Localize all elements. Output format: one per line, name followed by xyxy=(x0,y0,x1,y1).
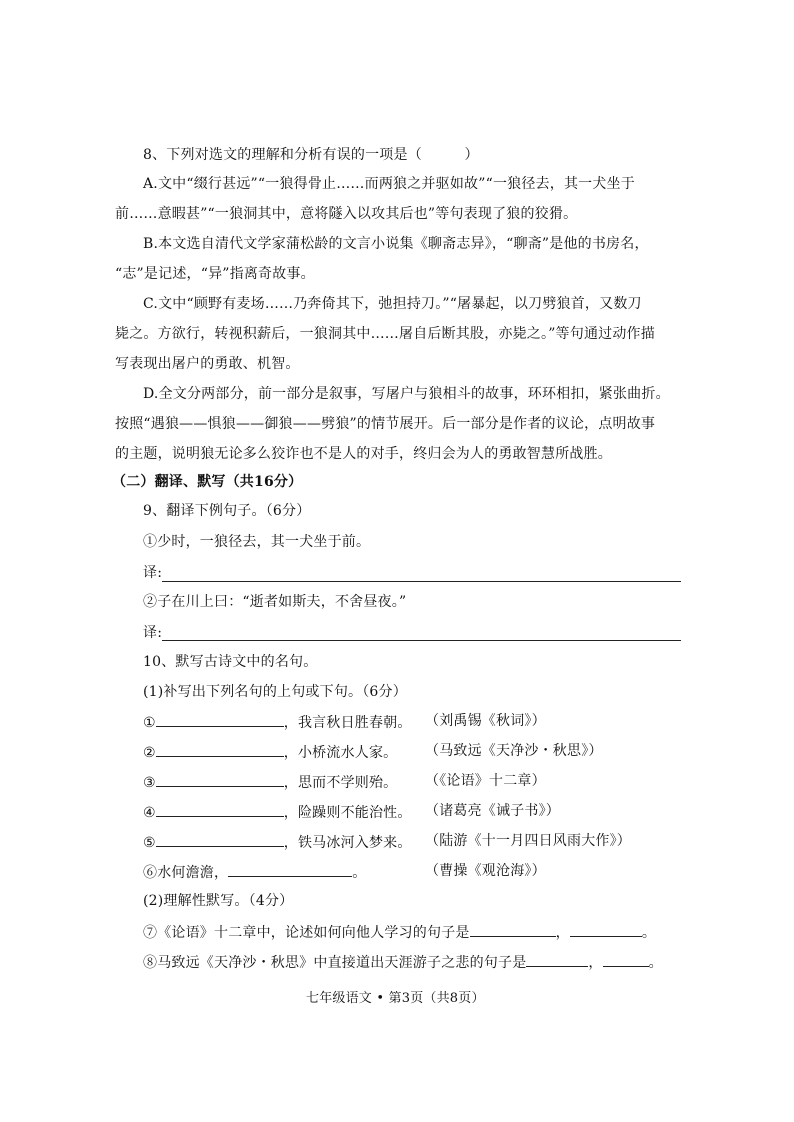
q10-item-5 xyxy=(143,831,412,853)
q9-answer-line-1[interactable] xyxy=(162,581,681,582)
q10-item-7 xyxy=(143,921,656,943)
fill-blank[interactable] xyxy=(603,951,649,967)
q8-stem: 8、下列对选文的理解和分析有误的一项是（ ） xyxy=(143,147,479,163)
q9-sentence-2: ②子在川上曰：“逝者如斯夫，不舍昼夜。” xyxy=(143,594,407,610)
item-text: ，思而不学则殆。 xyxy=(283,775,398,791)
fill-blank[interactable] xyxy=(526,951,588,967)
q10-item-6-source: （曹操《观沧海》） xyxy=(425,863,546,879)
fill-blank[interactable] xyxy=(228,861,352,877)
q8-option-a-line1: A.文中“缀行甚远”“一狼得骨止……而两狼之并驱如故”“一狼径去，其一犬坐于 xyxy=(143,176,635,192)
q8-option-b-line2: “志”是记述，“异”指离奇故事。 xyxy=(115,266,315,282)
page-footer: 七年级语文 • 第3页（共8页） xyxy=(306,991,485,1006)
q10-stem: 10、默写古诗文中的名句。 xyxy=(143,654,318,670)
item-number: ③ xyxy=(143,775,156,791)
q10-item-5-source: （陆游《十一月四日风雨大作》） xyxy=(425,833,631,849)
q10-item-2-source: （马致远《天净沙・秋思》） xyxy=(425,743,603,759)
q10-item-1-source: （刘禹锡《秋词》） xyxy=(425,713,546,729)
q8-option-c-line3: 写表现出屠户的勇敢、机智。 xyxy=(115,356,300,372)
item-comma: ， xyxy=(555,925,570,941)
item-text: ，小桥流水人家。 xyxy=(283,745,398,761)
fill-blank[interactable] xyxy=(156,801,284,817)
fill-blank[interactable] xyxy=(570,921,642,937)
q8-option-d-line2: 按照“遇狼——惧狼——御狼——劈狼”的情节展开。后一部分是作者的议论，点明故事 xyxy=(115,416,656,432)
q10-item-2 xyxy=(143,741,397,763)
item-number: ② xyxy=(143,745,156,761)
item-end: 。 xyxy=(648,955,663,971)
q9-answer-label-1: 译: xyxy=(143,565,163,581)
item-text: ，我言秋日胜春朝。 xyxy=(283,715,412,731)
item-text: ，铁马冰河入梦来。 xyxy=(283,835,412,851)
q10-item-1 xyxy=(143,711,412,733)
q10-item-6 xyxy=(143,861,366,883)
item-text: ，险躁则不能治性。 xyxy=(283,805,412,821)
fill-blank[interactable] xyxy=(156,711,284,727)
item-end: 。 xyxy=(352,865,367,881)
q8-option-c-line1: C.文中“顾野有麦场……乃奔倚其下，弛担持刀。”“屠暴起，以刀劈狼首，又数刀 xyxy=(143,296,642,312)
q9-stem: 9、翻译下例句子。（6分） xyxy=(143,503,311,519)
q8-option-d-line3: 的主题，说明狼无论多么狡诈也不是人的对手，终归会为人的勇敢智慧所战胜。 xyxy=(115,446,612,462)
q10-part1-title: (1)补写出下列名句的上句或下句。（6分） xyxy=(143,684,407,700)
q10-item-4 xyxy=(143,801,412,823)
q9-sentence-1: ①少时，一狼径去，其一犬坐于前。 xyxy=(143,534,371,550)
section2-title: （二）翻译、默写（共16分） xyxy=(112,474,303,490)
q9-answer-label-2: 译: xyxy=(143,625,163,641)
q10-item-8 xyxy=(143,951,663,973)
q9-answer-line-2[interactable] xyxy=(162,640,681,641)
item-text: ⑧马致远《天净沙・秋思》中直接道出天涯游子之悲的句子是 xyxy=(143,955,527,971)
item-comma: ， xyxy=(588,955,603,971)
item-number: ① xyxy=(143,715,156,731)
q8-option-a-line2: 前……意暇甚”“一狼洞其中，意将隧入以攻其后也”等句表现了狼的狡猾。 xyxy=(115,206,578,222)
fill-blank[interactable] xyxy=(156,771,284,787)
item-number: ⑤ xyxy=(143,835,156,851)
q8-option-c-line2: 毙之。方欲行，转视积薪后，一狼洞其中……屠自后断其股，亦毙之。”等句通过动作描 xyxy=(115,326,655,342)
q8-option-b-line1: B.本文选自清代文学家蒲松龄的文言小说集《聊斋志异》，“聊斋”是他的书房名， xyxy=(143,236,649,252)
q10-item-3 xyxy=(143,771,397,793)
item-prefix: ⑥水何澹澹， xyxy=(143,865,229,881)
item-text: ⑦《论语》十二章中，论述如何向他人学习的句子是 xyxy=(143,925,470,941)
item-number: ④ xyxy=(143,805,156,821)
q10-item-3-source: （《论语》十二章） xyxy=(425,773,546,789)
fill-blank[interactable] xyxy=(156,831,284,847)
fill-blank[interactable] xyxy=(156,741,284,757)
q10-item-4-source: （诸葛亮《诫子书》） xyxy=(425,803,560,819)
q8-option-d-line1: D.全文分两部分，前一部分是叙事，写屠户与狼相斗的故事，环环相扣，紧张曲折。 xyxy=(143,386,670,402)
fill-blank[interactable] xyxy=(470,921,556,937)
q10-part2-title: (2)理解性默写。（4分） xyxy=(143,893,294,909)
item-end: 。 xyxy=(641,925,657,941)
